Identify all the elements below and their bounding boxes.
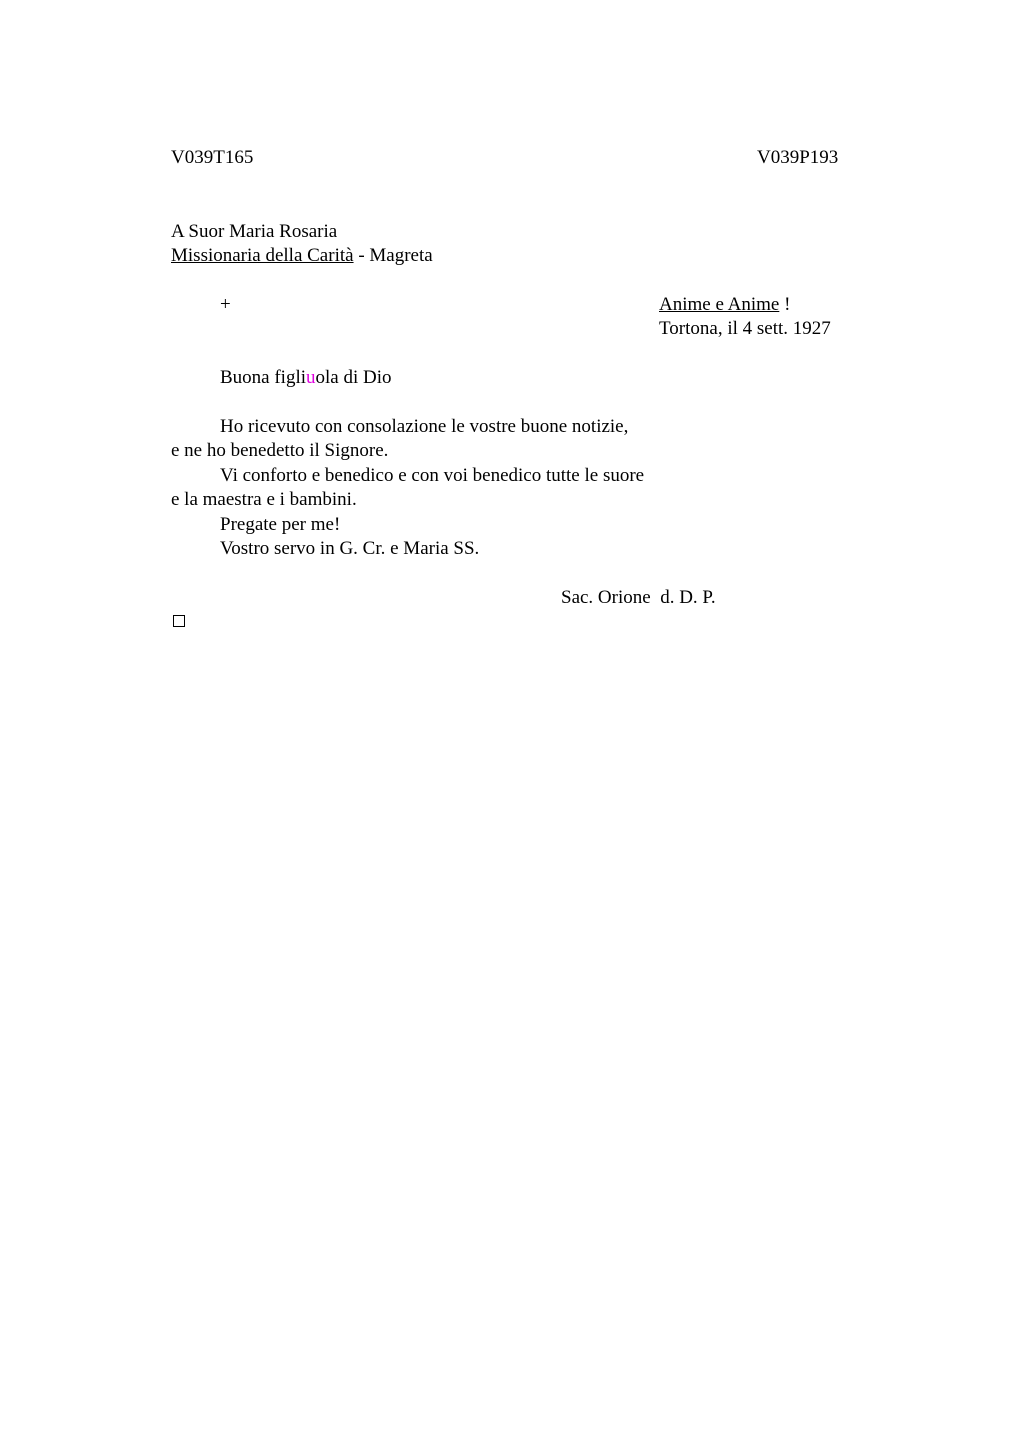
body-line-4: e la maestra e i bambini. (171, 489, 357, 510)
body-line-6: Vostro servo in G. Cr. e Maria SS. (220, 538, 480, 559)
body-line-1: Ho ricevuto con consolazione le vostre buone notizie, (220, 416, 629, 437)
salutation-end: ola di Dio (315, 367, 392, 388)
cross-symbol: + (220, 294, 231, 315)
body-line-5: Pregate per me! (220, 514, 341, 535)
motto-punctuation: ! (779, 294, 791, 315)
left-reference-code: V039T165 (171, 147, 254, 168)
recipient-address (171, 244, 433, 268)
recipient-institution: Missionaria della Carità (171, 245, 354, 266)
salutation-highlight: u (306, 367, 316, 388)
motto (659, 293, 790, 317)
recipient-name: A Suor Maria Rosaria (171, 221, 338, 242)
body-line-2: e ne ho benedetto il Signore. (171, 440, 389, 461)
motto-text: Anime e Anime (659, 294, 780, 315)
signature: Sac. Orione d. D. P. (561, 587, 716, 608)
place-date: Tortona, il 4 sett. 1927 (659, 318, 831, 339)
salutation (220, 366, 392, 390)
right-reference-code: V039P193 (757, 147, 839, 168)
salutation-start: Buona figli (220, 367, 307, 388)
end-mark-box-icon (173, 615, 185, 627)
body-line-3: Vi conforto e benedico e con voi benedico tutte le suore (220, 465, 645, 486)
recipient-location: - Magreta (353, 245, 433, 266)
